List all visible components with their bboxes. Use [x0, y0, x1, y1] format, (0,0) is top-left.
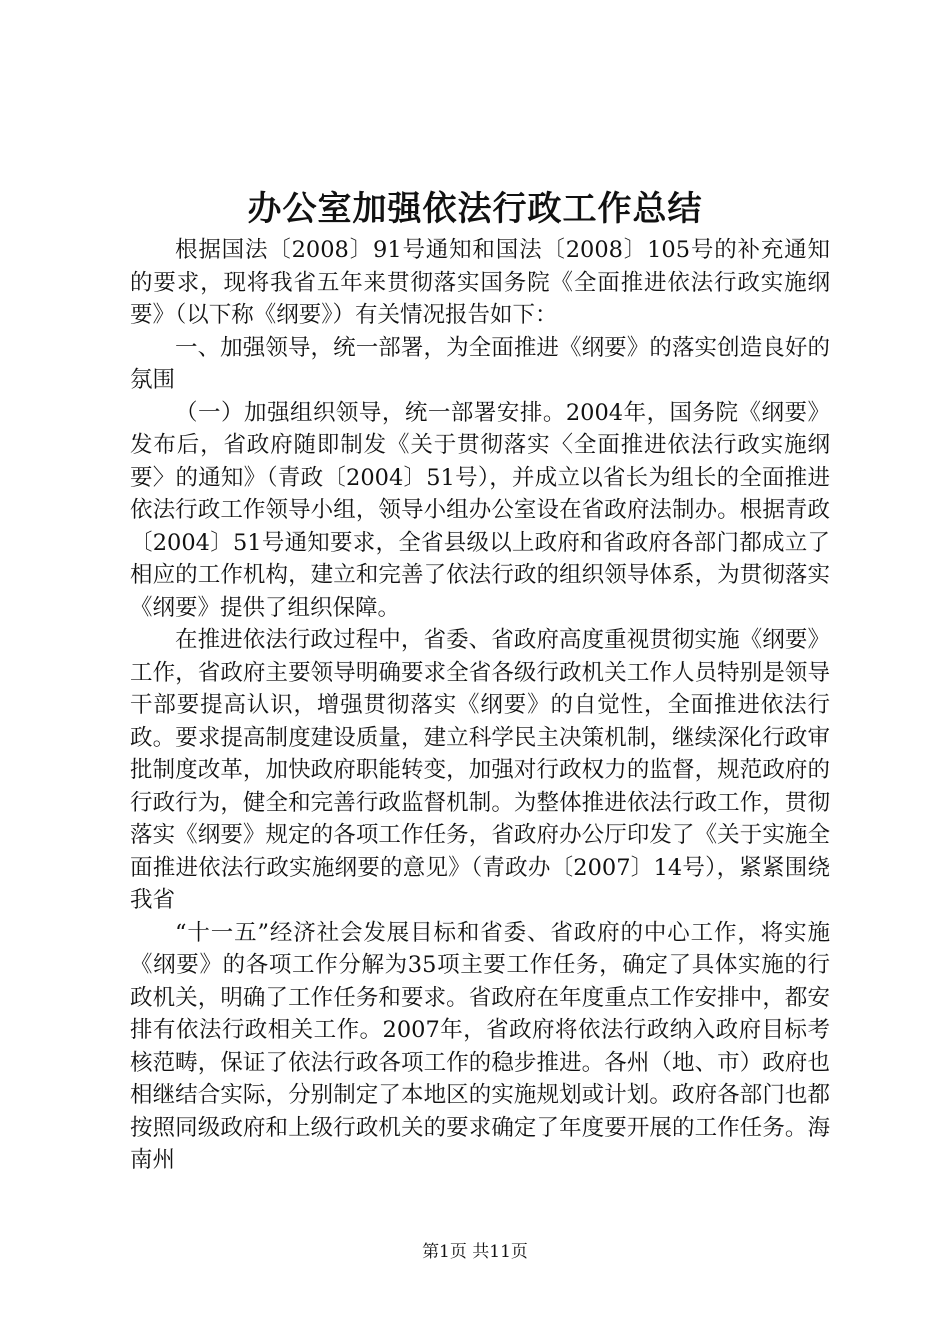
document-body [130, 234, 830, 1177]
paragraph-organization: （一）加强组织领导，统一部署安排。2004年，国务院《纲要》发布后，省政府随即制发《关于贯彻落实〈全面推进依法行政实施纲要〉的通知》（青政〔2004〕51号），并成立以省长为组长的全面推进依法行政工作领导小组，领导小组办公室设在省政府法制办。根据青政〔2004〕51号通知要求，全省县级以上政府和省政府各部门都成立了相应的工作机构，建立和完善了依法行政的组织领导体系，为贯彻落实《纲要》提供了组织保障。 [130, 399, 830, 621]
paragraph-intro: 根据国法〔2008〕91号通知和国法〔2008〕105号的补充通知的要求，现将我省五年来贯彻落实国务院《全面推进依法行政实施纲要》（以下称《纲要》）有关情况报告如下： [130, 237, 830, 328]
document-title: 办公室加强依法行政工作总结 [247, 189, 703, 229]
paragraph-tasks: “十一五”经济社会发展目标和省委、省政府的中心工作，将实施《纲要》的各项工作分解为35项主要工作任务，确定了具体实施的行政机关，明确了工作任务和要求。省政府在年度重点工作安排中，都安排有依法行政相关工作。2007年，省政府将依法行政纳入政府目标考核范畴，保证了依法行政各项工作的稳步推进。各州（地、市）政府也相继结合实际，分别制定了本地区的实施规划或计划。政府各部门也都按照同级政府和上级行政机关的要求确定了年度要开展的工作任务。海南州 [130, 919, 830, 1173]
page-number-footer: 第1页 共11页 [422, 1242, 528, 1262]
section-heading-1: 一、加强领导，统一部署，为全面推进《纲要》的落实创造良好的氛围 [130, 334, 830, 393]
paragraph-implementation: 在推进依法行政过程中，省委、省政府高度重视贯彻实施《纲要》工作，省政府主要领导明确要求全省各级行政机关工作人员特别是领导干部要提高认识，增强贯彻落实《纲要》的自觉性，全面推进依法行政。要求提高制度建设质量，建立科学民主决策机制，继续深化行政审批制度改革，加快政府职能转变，加强对行政权力的监督，规范政府的行政行为，健全和完善行政监督机制。为整体推进依法行政工作，贯彻落实《纲要》规定的各项工作任务，省政府办公厅印发了《关于实施全面推进依法行政实施纲要的意见》（青政办〔2007〕14号），紧紧围绕我省 [130, 627, 830, 913]
